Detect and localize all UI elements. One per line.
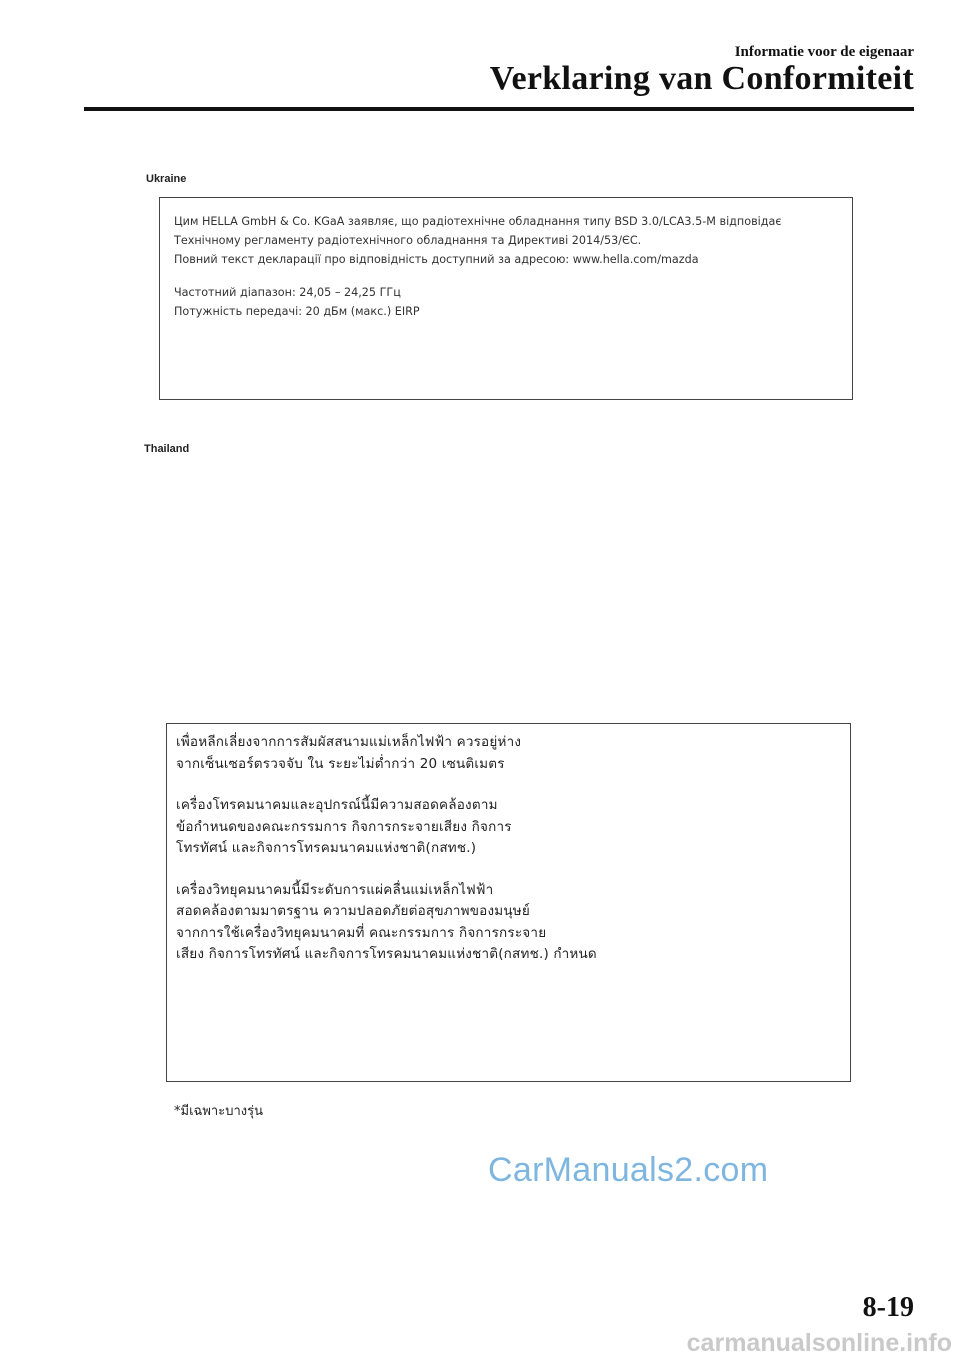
thailand-text-line: ข้อกำหนดของคณะกรรมการ กิจการกระจายเสียง กิจการ <box>176 818 512 835</box>
ukraine-text-line: Повний текст декларації про відповідність доступний за адресою: www.hella.com/mazda <box>174 253 699 266</box>
header-subtitle: Informatie voor de eigenaar <box>734 44 914 60</box>
thailand-text-line: จากเซ็นเซอร์ตรวจจับ ใน ระยะไม่ต่ำกว่า 20 เซนติเมตร <box>176 755 505 772</box>
thailand-text-line: เสียง กิจการโทรทัศน์ และกิจการโทรคมนาคมแห่งชาติ(กสทช.) กำหนด <box>176 946 597 962</box>
ukraine-text-line: Технічному регламенту радіотехнічного обладнання та Директиві 2014/53/ЄС. <box>174 234 642 247</box>
ukraine-declaration-box <box>159 197 853 400</box>
ukraine-text-line: Цим HELLA GmbH & Co. KGaA заявляє, що радіотехнічне обладнання типу BSD 3.0/LCA3.5-M відповідає <box>174 215 782 228</box>
ukraine-text-line: Частотний діапазон: 24,05 – 24,25 ГГц <box>174 286 401 299</box>
ukraine-text-line: Потужність передачі: 20 дБм (макс.) EIRP <box>174 305 420 318</box>
thailand-text-line: โทรทัศน์ และกิจการโทรคมนาคมแห่งชาติ(กสทช.) <box>176 840 477 856</box>
thailand-section-label: Thailand <box>144 443 190 455</box>
thailand-text-line: จากการใช้เครื่องวิทยุคมนาคมที่ คณะกรรมการ กิจการกระจาย <box>176 924 547 941</box>
page-title: Verklaring van Conformiteit <box>489 60 914 97</box>
thailand-text-line: เพื่อหลีกเลี่ยงจากการสัมผัสสนามแม่เหล็กไฟฟ้า ควรอยู่ห่าง <box>176 734 522 750</box>
watermark: CarManuals2.com <box>488 1151 769 1189</box>
bottom-watermark: carmanualsonline.info <box>686 1329 952 1357</box>
header-divider <box>84 107 914 111</box>
ukraine-section-label: Ukraine <box>146 173 187 185</box>
thailand-text-line: สอดคล้องตามมาตรฐาน ความปลอดภัยต่อสุขภาพของมนุษย์ <box>176 903 531 919</box>
thailand-declaration-box <box>166 723 851 1082</box>
thailand-text-line: เครื่องวิทยุคมนาคมนี้มีระดับการแผ่คลื่นแม่เหล็กไฟฟ้า <box>176 881 494 898</box>
thailand-footnote: *มีเฉพาะบางรุ่น <box>174 1104 263 1119</box>
thailand-text-line: เครื่องโทรคมนาคมและอุปกรณ์นี้มีความสอดคล้องตาม <box>176 797 498 813</box>
page-number: 8-19 <box>862 1292 914 1323</box>
